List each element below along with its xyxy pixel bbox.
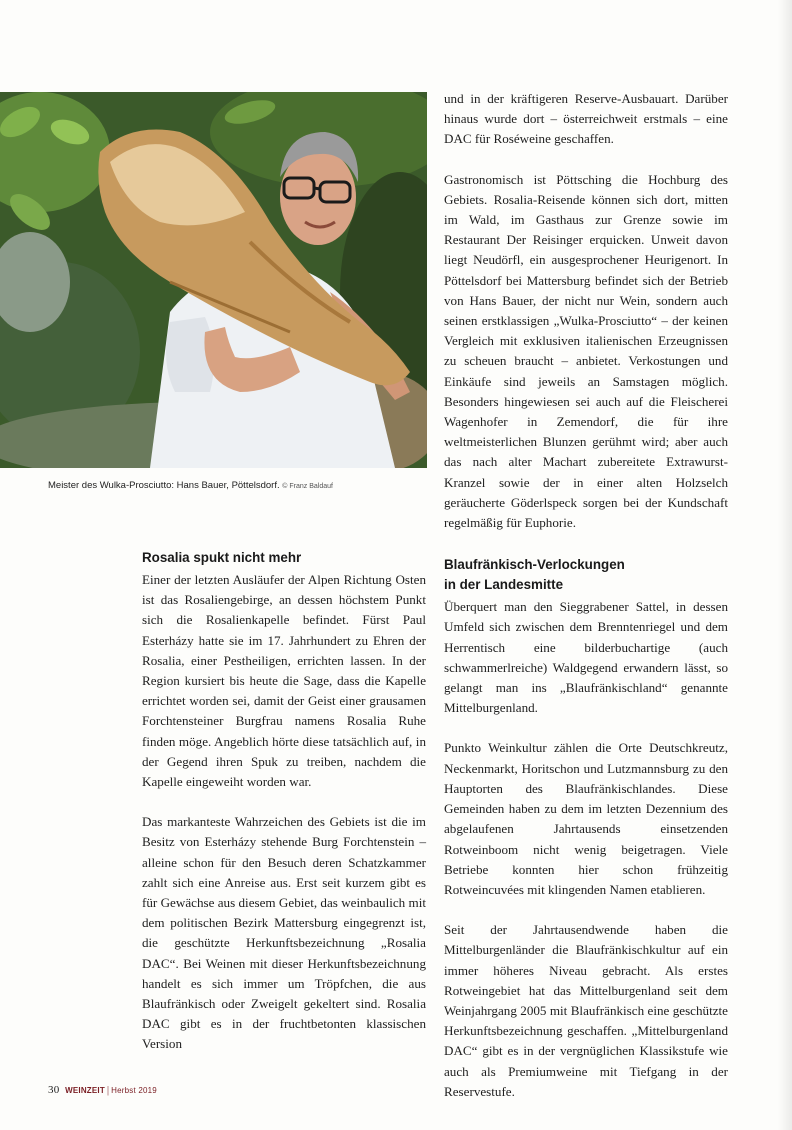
section-heading-blaufraenkisch (444, 555, 728, 595)
heading-line-1: Blaufränkisch-Verlockungen (444, 557, 625, 573)
photo-caption (48, 480, 428, 491)
footer-separator: | (106, 1085, 110, 1096)
page-edge-shadow (778, 0, 792, 1130)
magazine-name: WEINZEIT (65, 1086, 105, 1095)
paragraph: Einer der letzten Ausläufer der Alpen Richtung Osten ist das Rosaliengebirge, an dessen höchstem Punkt sich die Rosalienkapelle befindet. Fürst Paul Esterházy hatte sie im 17. Jahrhundert zu Ehren der Rosalia, einer Pestheiligen, errichten lassen. In der Region kursiert bis heute die Sage, dass die Kapelle errichtet worden sei, damit der Geist einer grausamen Forchtensteiner Burgfrau namens Rosalia Ruhe finden möge. Angeblich hörte diese tatsächlich auf, in der Gegend ihren Spuk zu treiben, nachdem die Kapelle eingeweiht worden war. (142, 572, 426, 790)
issue-label: Herbst 2019 (111, 1086, 157, 1095)
paragraph: Überquert man den Sieggrabener Sattel, in dessen Umfeld sich zwischen dem Brenntenriegel und dem Herrentisch eine bilderbuchartige (auch schwammerlreiche) Waldgegend erwandern lässt, so gelangt man ins „Blaufränkischland“ genannte Mittelburgenland. (444, 599, 728, 716)
right-column (444, 89, 728, 1102)
paragraph: Gastronomisch ist Pöttsching die Hochburg des Gebiets. Rosalia-Reisende können sich dort, mitten im Wald, im Gasthaus zur Grenze sowie im Restaurant Der Reisinger erquicken. Unweit davon liegt Neudörfl, ein ausgesprochener Heurigenort. In Pöttelsdorf bei Mattersburg befindet sich der Betrieb von Hans Bauer, der nicht nur Wein, sondern auch seinen erstklassigen „Wulka-Prosciutto“ – der keinen Vergleich mit exklusiven italienischen Erzeugnissen zu scheuen braucht – anbietet. Verkostungen und Einkäufe sind jeweils an Samstagen möglich. Besonders hingewiesen sei auch auf die Fleischerei Wagenhofer in Zemendorf, die für ihre weltmeisterlichen Blunzen gerühmt wird; aber auch das nach alter Machart zubereitete Extrawurst-Kranzel sowie der in einer alten Holzselch geräucherte Göderlspeck sorgen bei der Kundschaft regelmäßig für Euphorie. (444, 171, 728, 531)
heading-line-2: in der Landesmitte (444, 577, 564, 593)
page-footer (48, 1084, 157, 1096)
paragraph: Das markanteste Wahrzeichen des Gebiets ist die im Besitz von Esterházy stehende Burg Forchtenstein – alleine schon für den Besuch deren Schatzkammer zahlt sich eine Anreise aus. Erst seit kurzem gibt es für Gewächse aus diesem Gebiet, das weinbaulich mit dem politischen Bezirk Mattersburg eingegrenzt ist, die geschützte Herkunftsbezeichnung „Rosalia DAC“. Bei Weinen mit dieser Herkunftsbezeichnung handelt es sich immer um Tröpfchen, die aus Blaufränkisch oder Zweigelt gekeltert sind. Rosalia DAC gibt es in der fruchtbetonten klassischen Version (142, 814, 426, 1052)
caption-text: Meister des Wulka-Prosciutto: Hans Bauer, Pöttelsdorf. (48, 480, 280, 491)
page-number: 30 (48, 1084, 60, 1096)
paragraph: Seit der Jahrtausendwende haben die Mittelburgenländer die Blaufränkischkultur auf ein immer höheres Niveau gebracht. Als erstes Rotweingebiet hat das Mittelburgenland seit dem Weinjahrgang 2005 mit Blaufränkisch eine geschützte Herkunftsbezeichnung geschaffen. „Mittelburgenland DAC“ gibt es in der vergnüglichen Klassikstufe wie auch als Premiumweine mit Tiefgang in der Reservestufe. (444, 922, 728, 1099)
section-heading-rosalia: Rosalia spukt nicht mehr (142, 550, 302, 565)
photo-credit: © Franz Baldauf (282, 483, 333, 490)
photo-hans-bauer-with-ham (0, 92, 427, 468)
paragraph: Punkto Weinkultur zählen die Orte Deutschkreutz, Neckenmarkt, Horitschon und Lutzmannsburg zu den Hauptorten des Blaufränkischlandes. Diese Gemeinden haben zu dem im letzten Dezennium des abgelaufenen Jahrtausends einsetzenden Rotweinboom nicht wenig beigetragen. Viele Betriebe konnten hier schon frühzeitig Rotweincuvées mit klingenden Namen etablieren. (444, 740, 728, 897)
left-column (142, 548, 426, 1055)
paragraph: und in der kräftigeren Reserve-Ausbauart. Darüber hinaus wurde dort – österreichweit erstmals – eine DAC für Roséweine geschaffen. (444, 91, 728, 147)
